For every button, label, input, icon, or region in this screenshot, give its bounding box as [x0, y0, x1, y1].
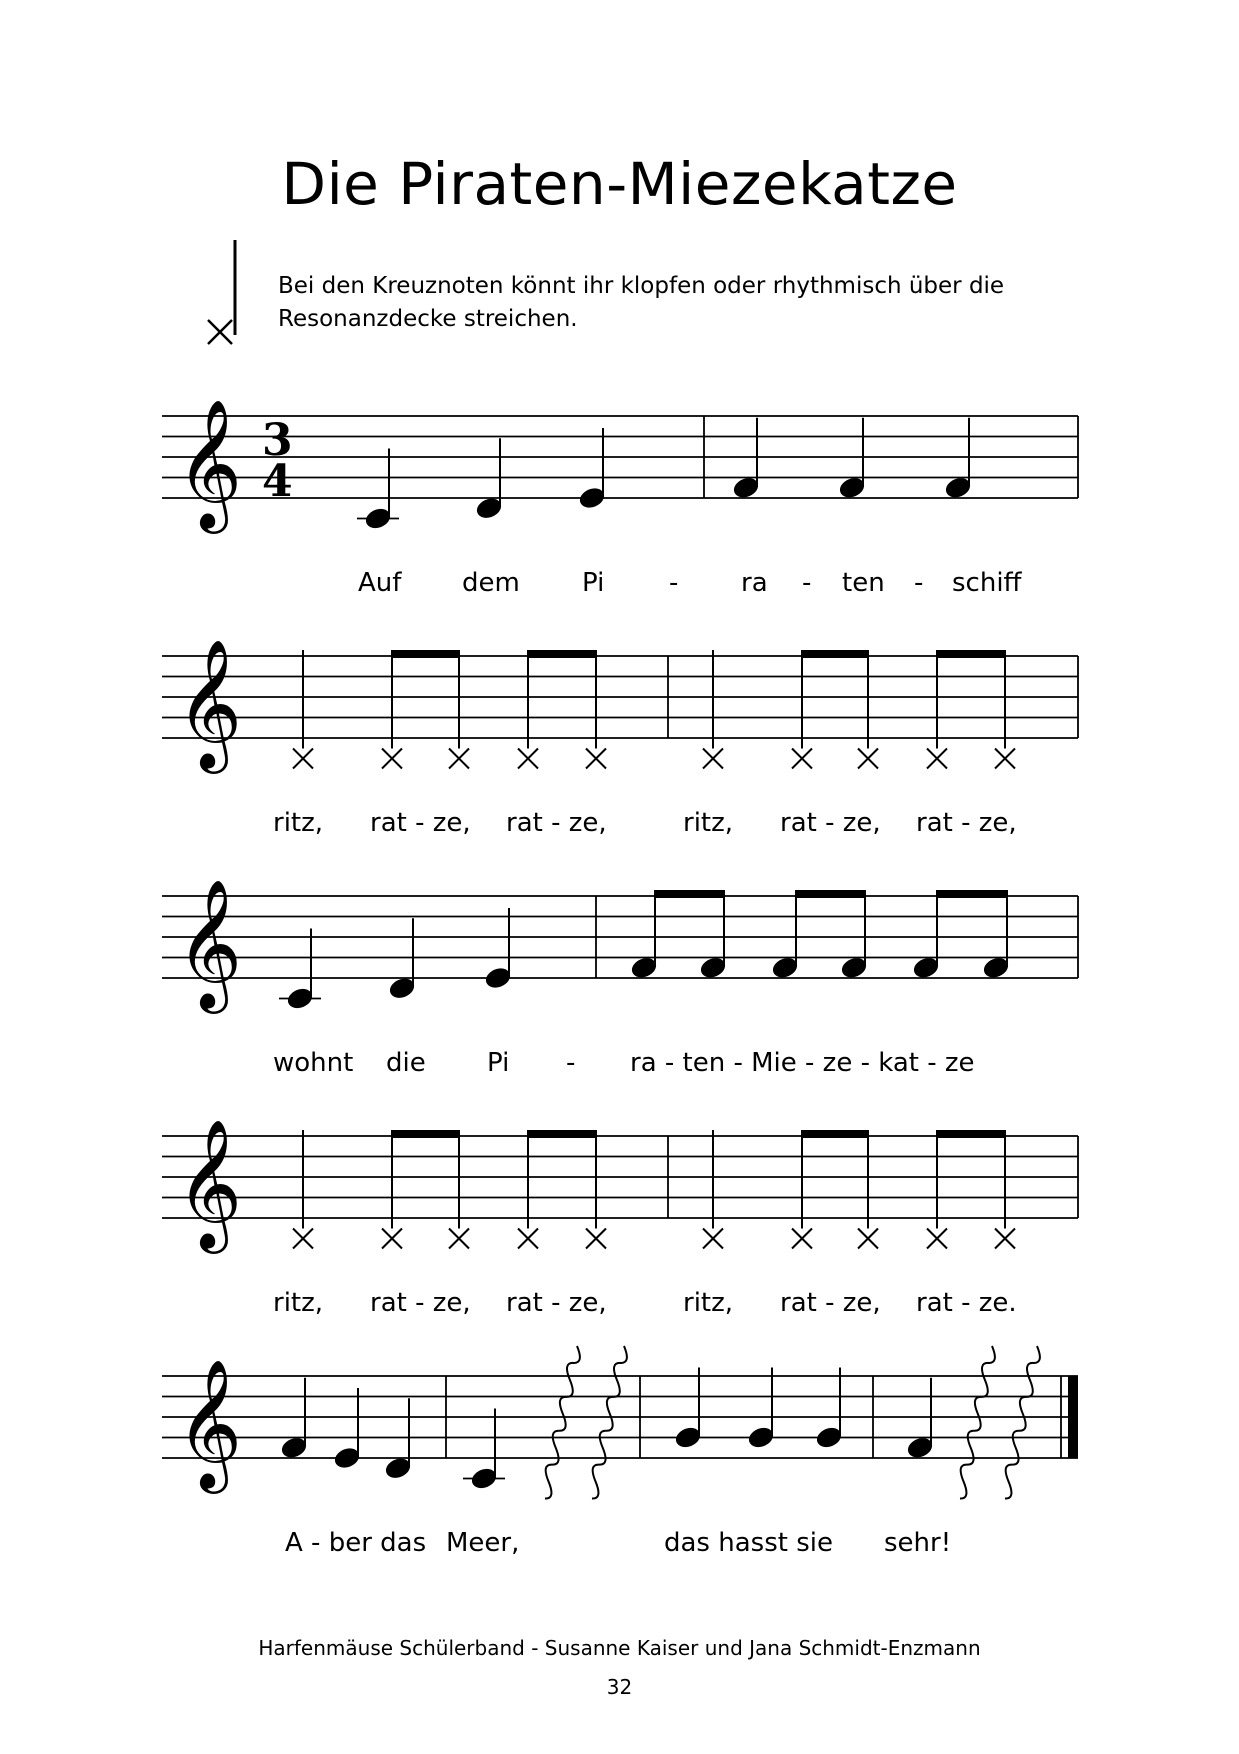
- lyric: Pi: [582, 568, 605, 598]
- lyric: wohnt: [273, 1048, 354, 1078]
- lyric: ra: [741, 568, 768, 598]
- lyric: rat - ze,: [370, 1288, 471, 1318]
- lyric: sehr!: [884, 1528, 952, 1558]
- legend-line-2: Resonanzdecke streichen.: [278, 306, 578, 332]
- lyric: A - ber das: [285, 1528, 427, 1558]
- staff-system-2: [0, 620, 1239, 810]
- treble-clef-icon: 𝄞: [176, 1358, 243, 1489]
- lyric: rat - ze,: [780, 1288, 881, 1318]
- lyric: ritz,: [683, 1288, 734, 1318]
- beam: [391, 650, 460, 658]
- treble-clef-icon: 𝄞: [176, 878, 243, 1009]
- legend-line-1: Bei den Kreuznoten könnt ihr klopfen oder rhythmisch über die: [278, 273, 1005, 299]
- lyric: dem: [462, 568, 520, 598]
- beam: [391, 1130, 460, 1138]
- beam: [527, 1130, 597, 1138]
- glissando-wave: [545, 1346, 580, 1499]
- lyric: Pi: [487, 1048, 510, 1078]
- page-number: 32: [606, 1675, 633, 1699]
- staff-system-1: [0, 380, 1239, 570]
- time-signature-upper: 3: [262, 415, 293, 466]
- lyric: -: [914, 568, 924, 598]
- beam: [801, 650, 869, 658]
- beam: [936, 890, 1008, 898]
- staff-system-4: [0, 1100, 1239, 1290]
- page-title: Die Piraten-Miezekatze: [281, 150, 958, 218]
- lyric: -: [802, 568, 812, 598]
- lyric: -: [566, 1048, 576, 1078]
- legend-text: [278, 270, 1004, 336]
- lyric: ritz,: [273, 1288, 324, 1318]
- beam: [936, 650, 1006, 658]
- beam: [795, 890, 866, 898]
- treble-clef-icon: 𝄞: [176, 638, 243, 769]
- treble-clef-icon: 𝄞: [176, 398, 243, 529]
- lyric: Meer,: [446, 1528, 520, 1558]
- beam: [936, 1130, 1006, 1138]
- footer-credits: Harfenmäuse Schülerband - Susanne Kaiser und Jana Schmidt-Enzmann: [258, 1636, 981, 1660]
- beam: [527, 650, 597, 658]
- lyric: die: [386, 1048, 426, 1078]
- lyric: rat - ze,: [916, 808, 1017, 838]
- lyric: ten: [842, 568, 885, 598]
- beam: [801, 1130, 869, 1138]
- glissando-wave: [960, 1346, 995, 1499]
- lyric: rat - ze,: [780, 808, 881, 838]
- cross-note-icon: [200, 240, 240, 350]
- lyric: rat - ze,: [506, 1288, 607, 1318]
- lyric: ra - ten - Mie - ze - kat - ze: [630, 1048, 975, 1078]
- lyric: schiff: [952, 568, 1022, 598]
- lyric: rat - ze.: [916, 1288, 1017, 1318]
- glissando-wave: [592, 1346, 627, 1499]
- staff-system-5: [0, 1340, 1239, 1530]
- final-barline: [1068, 1376, 1078, 1458]
- staff-system-3: [0, 860, 1239, 1050]
- lyric: Auf: [358, 568, 402, 598]
- lyric: das hasst sie: [664, 1528, 833, 1558]
- lyric: rat - ze,: [370, 808, 471, 838]
- time-signature-lower: 4: [262, 456, 293, 507]
- lyric: ritz,: [273, 808, 324, 838]
- glissando-wave: [1005, 1346, 1040, 1499]
- treble-clef-icon: 𝄞: [176, 1118, 243, 1249]
- beam: [654, 890, 725, 898]
- lyric: -: [669, 568, 679, 598]
- lyric: ritz,: [683, 808, 734, 838]
- lyric: rat - ze,: [506, 808, 607, 838]
